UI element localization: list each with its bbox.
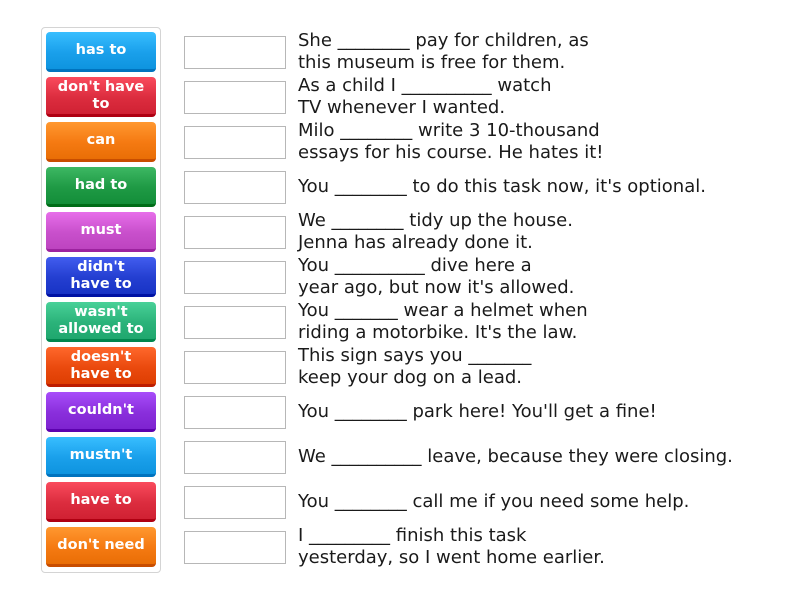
answer-tile-label: mustn't xyxy=(69,447,133,463)
sentence-prompt: You _______ wear a helmet when riding a motorbike. It's the law. xyxy=(298,299,588,343)
answer-tile-label: had to xyxy=(74,177,128,193)
answer-tile[interactable] xyxy=(46,392,156,432)
answer-drop-slot[interactable] xyxy=(184,351,286,384)
answer-tile[interactable] xyxy=(46,347,156,387)
answer-tile[interactable] xyxy=(46,257,156,297)
answer-tile[interactable] xyxy=(46,527,156,567)
sentence-prompt: I _________ finish this task yesterday, so I went home earlier. xyxy=(298,524,605,568)
sentence-prompt: She ________ pay for children, as this museum is free for them. xyxy=(298,29,589,73)
answer-drop-slot[interactable] xyxy=(184,396,286,429)
answer-tile-label: don't have to xyxy=(57,78,145,112)
sentence-prompt: You __________ dive here a year ago, but now it's allowed. xyxy=(298,254,575,298)
answer-tile[interactable] xyxy=(46,122,156,162)
sentence-prompt: Milo ________ write 3 10-thousand essays for his course. He hates it! xyxy=(298,119,604,163)
answer-tile-label: can xyxy=(86,132,116,148)
answer-tile-label: have to xyxy=(70,492,132,508)
answer-drop-slot[interactable] xyxy=(184,36,286,69)
answer-drop-slot[interactable] xyxy=(184,171,286,204)
answer-drop-slot[interactable] xyxy=(184,126,286,159)
answer-tile[interactable] xyxy=(46,212,156,252)
answer-tile[interactable] xyxy=(46,437,156,477)
answer-tile[interactable] xyxy=(46,77,156,117)
sentence-prompt: You ________ park here! You'll get a fine! xyxy=(298,400,657,422)
answer-drop-slot[interactable] xyxy=(184,216,286,249)
answer-tile-label: must xyxy=(80,222,122,238)
answer-drop-slot[interactable] xyxy=(184,441,286,474)
sentence-prompt: We __________ leave, because they were closing. xyxy=(298,445,733,467)
sentence-prompt: We ________ tidy up the house. Jenna has already done it. xyxy=(298,209,573,253)
answer-tile-label: couldn't xyxy=(68,402,134,418)
answer-drop-slot[interactable] xyxy=(184,531,286,564)
sentence-prompt: This sign says you _______ keep your dog on a lead. xyxy=(298,344,532,388)
answer-drop-slot[interactable] xyxy=(184,306,286,339)
answer-tile[interactable] xyxy=(46,167,156,207)
answer-tile-label: wasn't allowed to xyxy=(58,303,144,337)
answer-tile[interactable] xyxy=(46,32,156,72)
sentence-prompt: You ________ to do this task now, it's optional. xyxy=(298,175,706,197)
answer-tile-label: didn't have to xyxy=(70,258,132,292)
answer-tile-label: has to xyxy=(75,42,127,58)
answer-tile-label: doesn't have to xyxy=(70,348,132,382)
answer-tile-label: don't need xyxy=(57,537,145,553)
answer-tile[interactable] xyxy=(46,482,156,522)
answer-drop-slot[interactable] xyxy=(184,81,286,114)
sentence-prompt: You ________ call me if you need some help. xyxy=(298,490,690,512)
sentence-prompt: As a child I __________ watch TV whenever I wanted. xyxy=(298,74,552,118)
answer-drop-slot[interactable] xyxy=(184,261,286,294)
answer-tile[interactable] xyxy=(46,302,156,342)
answer-drop-slot[interactable] xyxy=(184,486,286,519)
